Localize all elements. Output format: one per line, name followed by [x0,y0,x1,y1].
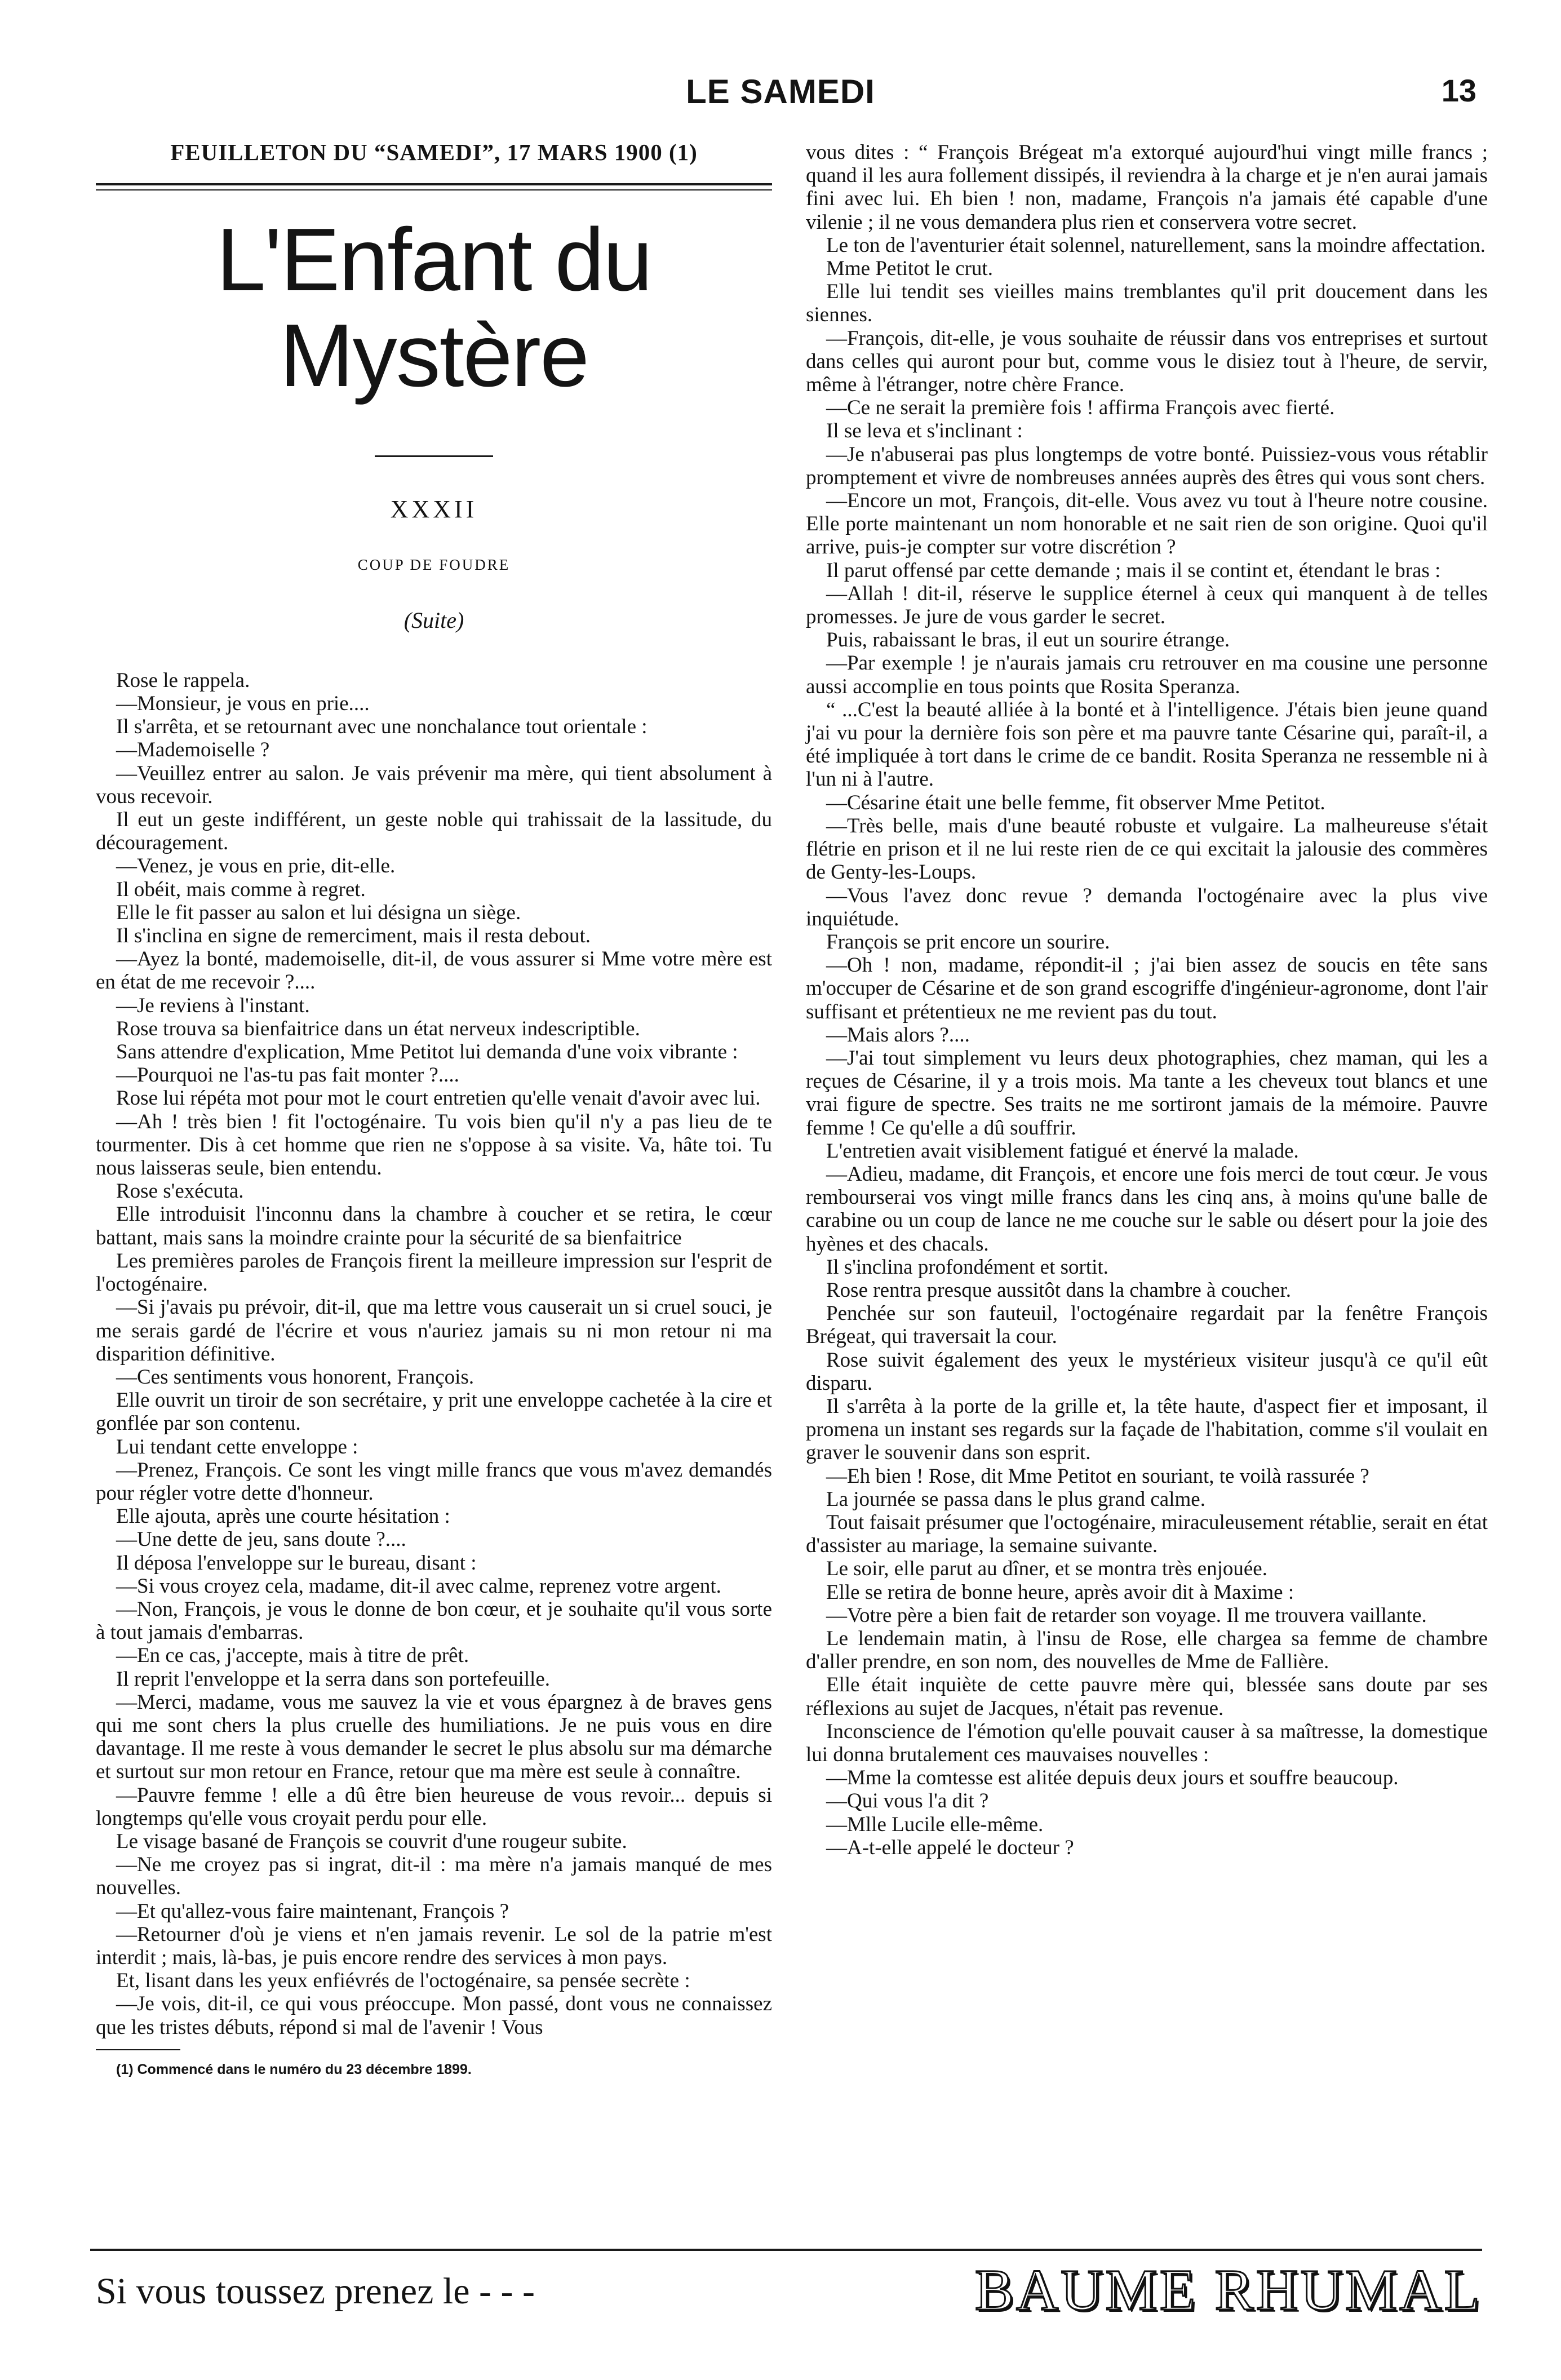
paragraph: —Prenez, François. Ce sont les vingt mille francs que vous m'avez demandés pour régler votre dette d'honneur. [96,1458,772,1505]
paragraph: Rose le rappela. [116,668,250,692]
paragraph: —Je reviens à l'instant. [116,994,310,1017]
running-title: LE SAMEDI [686,73,875,110]
paragraph: —Ce ne serait la première fois ! affirma François avec fierté. [826,396,1335,420]
paragraph: Et, lisant dans les yeux enfiévrés de l'octogénaire, sa pensée secrète : [116,1969,690,1993]
paragraph: —Je n'abuserai pas plus longtemps de votre bonté. Puissiez-vous vous rétablir promptement et vivre de nombreuses années auprès des êtres qui vous sont chers. [806,442,1488,489]
paragraph: —Césarine était une belle femme, fit observer Mme Petitot. [826,791,1325,814]
page-header [85,72,1476,117]
paragraph: —Mme la comtesse est alitée depuis deux jours et souffre beaucoup. [826,1766,1399,1790]
chapter-title: COUP DE FOUDRE [357,556,511,574]
paragraph: —Adieu, madame, dit François, et encore une fois merci de tout cœur. Je vous rembourserai vos vingt mille francs dans les cinq ans, à moins qu'une balle de carabine ou un coup de lance ne me couche sur le sable ou désert pour la joie des hyènes et des chacals. [806,1162,1488,1256]
paragraph: —Mais alors ?.... [826,1023,970,1047]
paragraph: —Eh bien ! Rose, dit Mme Petitot en souriant, te voilà rassurée ? [826,1464,1369,1488]
paragraph: Mme Petitot le crut. [826,257,993,281]
paragraph: “ ...C'est la beauté alliée à la bonté et à l'intelligence. J'étais bien jeune quand j'ai vu pour la dernière fois son père et ma pauvre tante Césarine qui, paraît-il, a été impliquée à tort dans le crime de ce bandit. Rosita Speranza ne ressemble ni à l'un ni à l'autre. [806,698,1488,791]
left-column-text [96,669,772,2039]
left-column [96,141,772,2081]
paragraph: Il s'inclina profondément et sortit. [826,1255,1108,1279]
paragraph: Inconscience de l'émotion qu'elle pouvait causer à sa maîtresse, la domestique lui donna brutalement ces mauvaises nouvelles : [806,1719,1488,1767]
paragraph: Le ton de l'aventurier était solennel, naturellement, sans la moindre affectation. [826,233,1486,257]
paragraph: —A-t-elle appelé le docteur ? [826,1836,1074,1859]
paragraph: vous dites : “ François Brégeat m'a extorqué aujourd'hui vingt mille francs ; quand il les aura follement dissipés, il reviendra à la charge et je n'en aurai jamais fini avec lui. Eh bien ! non, madame, François n'a jamais été capable d'une vilenie ; il ne vous demandera plus rien et conservera votre secret. [806,141,1488,234]
paragraph: Sans attendre d'explication, Mme Petitot lui demanda d'une voix vibrante : [116,1040,738,1064]
paragraph: —Pauvre femme ! elle a dû être bien heureuse de vous revoir... depuis si longtemps qu'elle vous croyait perdu pour elle. [96,1783,772,1830]
paragraph: —Pourquoi ne l'as-tu pas fait monter ?.... [116,1063,459,1087]
paragraph: —Très belle, mais d'une beauté robuste et vulgaire. La malheureuse s'était flétrie en prison et il ne lui reste rien de ce qui excitait la jalousie des commères de Genty-les-Loups. [806,814,1488,884]
paragraph: Il s'inclina en signe de remerciment, mais il resta debout. [116,924,591,948]
footnote-rule [96,2049,180,2050]
paragraph: Elle était inquiète de cette pauvre mère qui, blessée sans doute par ses réflexions au sujet de Jacques, n'était pas revenue. [806,1673,1488,1720]
paragraph: Le visage basané de François se couvrit d'une rougeur subite. [116,1829,627,1853]
paragraph: —Et qu'allez-vous faire maintenant, François ? [116,1899,509,1923]
paragraph: —Qui vous l'a dit ? [826,1789,989,1813]
paragraph: —Si vous croyez cela, madame, dit-il avec calme, reprenez votre argent. [116,1574,721,1598]
paragraph: Rose lui répéta mot pour mot le court entretien qu'elle venait d'avoir avec lui. [116,1087,761,1110]
paragraph: Elle lui tendit ses vieilles mains tremblantes qu'il prit doucement dans les siennes. [806,280,1488,327]
paragraph: Penchée sur son fauteuil, l'octogénaire regardait par la fenêtre François Brégeat, qui traversait la cour. [806,1302,1488,1349]
paragraph: Elle se retira de bonne heure, après avoir dit à Maxime : [826,1580,1294,1604]
paragraph: Il s'arrêta, et se retournant avec une nonchalance tout orientale : [116,715,648,739]
chapter-number: XXXII [390,495,478,524]
paragraph: —Oh ! non, madame, répondit-il ; j'ai bien assez de soucis en tête sans m'occuper de Césarine et de son grand escogriffe d'ingénieur-agronome, dont l'air suffisant et prétentieux ne me revient pas du tout. [806,954,1488,1023]
paragraph: Rose rentra presque aussitôt dans la chambre à coucher. [826,1278,1292,1302]
paragraph: L'entretien avait visiblement fatigué et énervé la malade. [826,1139,1299,1163]
advertisement-brand: BAUME RHUMAL [974,2258,1482,2323]
paragraph: —Ces sentiments vous honorent, François. [116,1365,474,1389]
feuilleton-line: FEUILLETON DU “SAMEDI”, 17 MARS 1900 (1) [170,139,698,165]
page-number: 13 [1441,73,1476,108]
paragraph: Elle ajouta, après une courte hésitation : [116,1505,450,1528]
paragraph: —Je vois, dit-il, ce qui vous préoccupe. Mon passé, dont vous ne connaissez que les tristes débuts, répond si mal de l'avenir ! Vous [96,1992,772,2039]
paragraph: —Venez, je vous en prie, dit-elle. [116,854,396,878]
paragraph: —François, dit-elle, je vous souhaite de réussir dans vos entreprises et surtout dans celles qui auront pour but, comme vous le disiez tout à l'heure, de servir, même à l'étranger, notre chère France. [806,326,1488,397]
advertisement-banner [90,2249,1482,2330]
paragraph: Puis, rabaissant le bras, il eut un sourire étrange. [826,628,1230,652]
paragraph: —Non, François, je vous le donne de bon cœur, et je souhaite qu'il vous sorte à tout jamais d'embarras. [96,1597,772,1645]
paragraph: François se prit encore un sourire. [826,930,1110,954]
paragraph: —Mademoiselle ? [116,738,270,762]
paragraph: —Ne me croyez pas si ingrat, dit-il : ma mère n'a jamais manqué de mes nouvelles. [96,1853,772,1900]
paragraph: Tout faisait présumer que l'octogénaire, miraculeusement rétablie, serait en état d'assister au mariage, la semaine suivante. [806,1510,1488,1558]
title-double-rule [96,183,772,190]
paragraph: Le lendemain matin, à l'insu de Rose, elle chargea sa femme de chambre d'aller prendre, en son nom, des nouvelles de Mme de Fallière. [806,1627,1488,1674]
paragraph: —Une dette de jeu, sans doute ?.... [116,1528,406,1552]
paragraph: —Encore un mot, François, dit-elle. Vous avez vu tout à l'heure notre cousine. Elle porte maintenant un nom honorable et ne sait rien de son origine. Quoi qu'il arrive, puis-je compter sur votre discrétion ? [806,489,1488,559]
paragraph: Le soir, elle parut au dîner, et se montra très enjouée. [826,1557,1267,1581]
paragraph: Rose trouva sa bienfaitrice dans un état nerveux indescriptible. [116,1017,640,1040]
paragraph: Il déposa l'enveloppe sur le bureau, disant : [116,1551,477,1575]
paragraph: —Si j'avais pu prévoir, dit-il, que ma lettre vous causerait un si cruel souci, je me serais gardé de l'écrire et vous n'auriez jamais su ni mon retour ni ma disparition définitive. [96,1296,772,1366]
paragraph: —Par exemple ! je n'aurais jamais cru retrouver en ma cousine une personne aussi accomplie en tous points que Rosita Speranza. [806,651,1488,698]
paragraph: Il se leva et s'inclinant : [826,419,1023,443]
paragraph: Il s'arrêta à la porte de la grille et, la tête haute, d'aspect fier et imposant, il promena un instant ses regards sur la façade de l'habitation, comme s'il voulait en graver le souvenir dans son esprit. [806,1394,1488,1465]
chapter-subtitle: (Suite) [403,607,464,633]
paragraph: —Mlle Lucile elle-même. [826,1812,1044,1836]
paragraph: —Vous l'avez donc revue ? demanda l'octogénaire avec la plus vive inquiétude. [806,884,1488,930]
paragraph: —J'ai tout simplement vu leurs deux photographies, chez maman, qui les a reçues de Césarine, il y a trois mois. Ma tante a les cheveux tout blancs et une vrai figure de spectre. Ses traits ne me sortiront jamais de la mémoire. Pauvre femme ! Ce qu'elle a dû souffrir. [806,1046,1488,1140]
paragraph: —Merci, madame, vous me sauvez la vie et vous épargnez à de braves gens qui me sont chers la plus cruelle des humiliations. Je ne puis vous en dire davantage. Il me reste à vous demander le secret le plus absolu sur ma démarche et surtout sur mon retour en France, retour que ma mère est seule à connaître. [96,1690,772,1784]
paragraph: —Monsieur, je vous en prie.... [116,692,370,716]
novel-title: L'Enfant du Mystère [216,210,652,406]
paragraph: —En ce cas, j'accepte, mais à titre de prêt. [116,1644,469,1668]
paragraph: Elle ouvrit un tiroir de son secrétaire, y prit une enveloppe cachetée à la cire et gonflée par son contenu. [96,1389,772,1435]
right-column-text [806,141,1488,1859]
paragraph: —Veuillez entrer au salon. Je vais prévenir ma mère, qui tient absolument à vous recevoir. [96,761,772,808]
paragraph: Il obéit, mais comme à regret. [116,877,366,901]
advertisement-lead: Si vous toussez prenez le - - - [96,2271,535,2312]
paragraph: Lui tendant cette enveloppe : [116,1435,358,1459]
paragraph: —Ayez la bonté, mademoiselle, dit-il, de vous assurer si Mme votre mère est en état de me recevoir ?.... [96,947,772,994]
paragraph: La journée se passa dans le plus grand calme. [826,1487,1205,1511]
title-separator-rule [375,455,493,457]
paragraph: Elle le fit passer au salon et lui désigna un siège. [116,901,521,924]
paragraph: Il eut un geste indifférent, un geste noble qui trahissait de la lassitude, du découragement. [96,808,772,855]
paragraph: —Votre père a bien fait de retarder son voyage. Il me trouvera vaillante. [826,1603,1427,1627]
paragraph: —Ah ! très bien ! fit l'octogénaire. Tu vois bien qu'il n'y a pas lieu de te tourmenter. Dis à cet homme que rien ne s'oppose à sa visite. Va, hâte toi. Tu nous laisseras seule, bien entendu. [96,1110,772,1180]
footnote: (1) Commencé dans le numéro du 23 décembre 1899. [116,2061,472,2077]
paragraph: —Allah ! dit-il, réserve le supplice éternel à ceux qui manquent à de telles promesses. Je jure de vous garder le secret. [806,582,1488,629]
paragraph: Il parut offensé par cette demande ; mais il se contint et, étendant le bras : [826,559,1441,582]
paragraph: —Retourner d'où je viens et n'en jamais revenir. Le sol de la patrie m'est interdit ; mais, là-bas, je puis encore rendre des services à mon pays. [96,1922,772,1969]
paragraph: Rose s'exécuta. [116,1180,244,1203]
paragraph: Elle introduisit l'inconnu dans la chambre à coucher et se retira, le cœur battant, mais sans la moindre crainte pour la sécurité de sa bienfaitrice [96,1203,772,1249]
paragraph: Les premières paroles de François firent la meilleure impression sur l'esprit de l'octogénaire. [96,1249,772,1296]
paragraph: Il reprit l'enveloppe et la serra dans son portefeuille. [116,1667,551,1691]
paragraph: Rose suivit également des yeux le mystérieux visiteur jusqu'à ce qu'il eût disparu. [806,1348,1488,1395]
right-column [806,141,1488,1859]
